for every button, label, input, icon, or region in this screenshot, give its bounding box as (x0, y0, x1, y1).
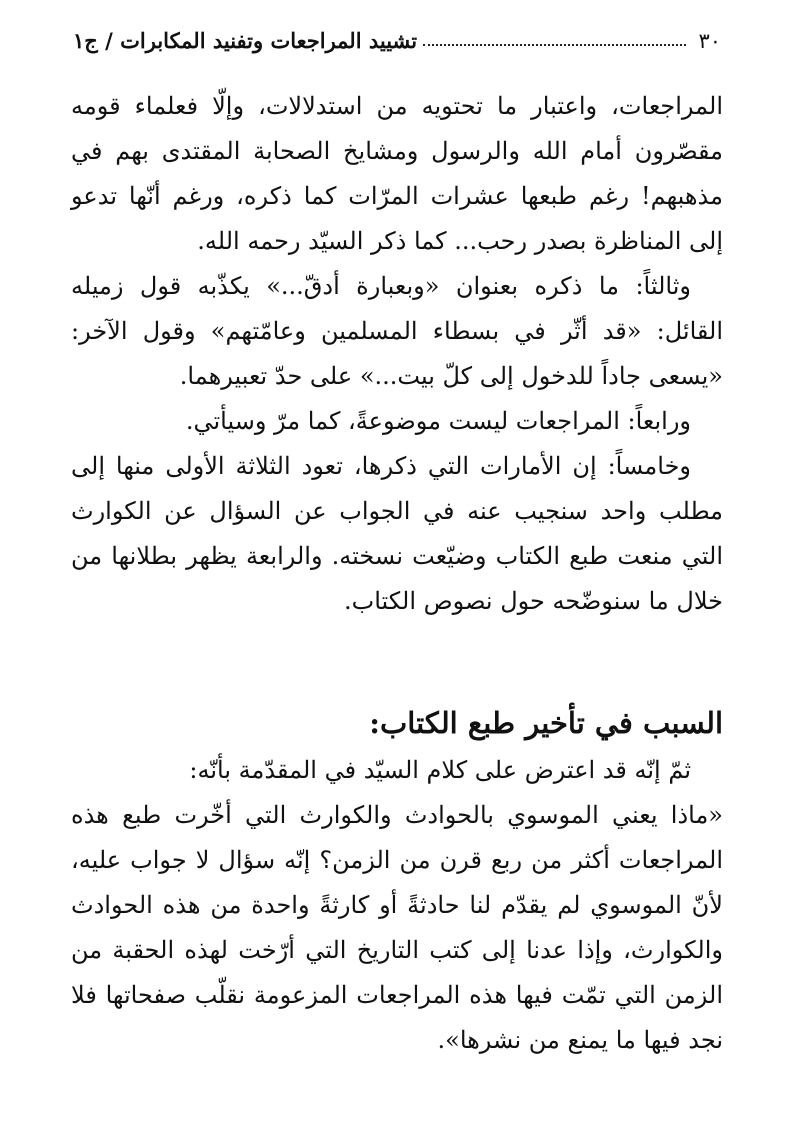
paragraph-continuation: المراجعات، واعتبار ما تحتويه من استدلالات، وإلّا فعلماء قومه مقصّرون أمام الله والرسول ومشايخ الصحابة المقتدى بهم في مذهبهم! رغم طبعها عشرات المرّات كما ذكره، ورغم أنّها تدعو إلى المناظرة بصدر رحب... كما ذكر السيّد رحمه الله. (71, 92, 724, 255)
body-text (71, 84, 723, 624)
section-intro: ثمّ إنّه قد اعترض على كلام السيّد في المقدّمة بأنّه: (189, 756, 691, 784)
paragraph-third-point: وثالثاً: ما ذكره بعنوان «وبعبارة أدقّ...» يكذّبه قول زميله القائل: «قد أثّر في بسطاء المسلمين وعامّتهم» وقول الآخر: «يسعى جاداً للدخول إلى كلّ بيت...» على حدّ تعبيرهما. (71, 272, 723, 390)
book-title: تشييد المراجعات وتفنيد المكابرات / ج١ (73, 28, 418, 53)
running-header (73, 26, 721, 56)
paragraph-fourth-point: ورابعاً: المراجعات ليست موضوعةً، كما مرّ وسيأتي. (185, 407, 691, 435)
section-heading: السبب في تأخير طبع الكتاب: (369, 706, 723, 740)
header-dot-leader (423, 44, 686, 46)
page-number: ٣٠ (698, 29, 721, 53)
section-text (71, 748, 723, 1063)
section-quote: «ماذا يعني الموسوي بالحوادث والكوارث التي أخّرت طبع هذه المراجعات أكثر من ربع قرن من الزمن؟ إنّه سؤال لا جواب عليه، لأنّ الموسوي لم يقدّم لنا حادثةً أو كارثةً واحدة من هذه الحوادث والكوارث، وإذا عدنا إلى كتب التاريخ التي أرّخت لهذه الحقبة من الزمن التي تمّت فيها هذه المراجعات المزعومة نقلّب صفحاتها فلا نجد فيها ما يمنع من نشرها». (71, 801, 723, 1054)
paragraph-fifth-point: وخامساً: إن الأمارات التي ذكرها، تعود الثلاثة الأولى منها إلى مطلب واحد سنجيب عنه في الجواب عن السؤال عن الكوارث التي منعت طبع الكتاب وضيّعت نسخته. والرابعة يظهر بطلانها من خلال ما سنوضّحه حول نصوص الكتاب. (71, 452, 724, 615)
